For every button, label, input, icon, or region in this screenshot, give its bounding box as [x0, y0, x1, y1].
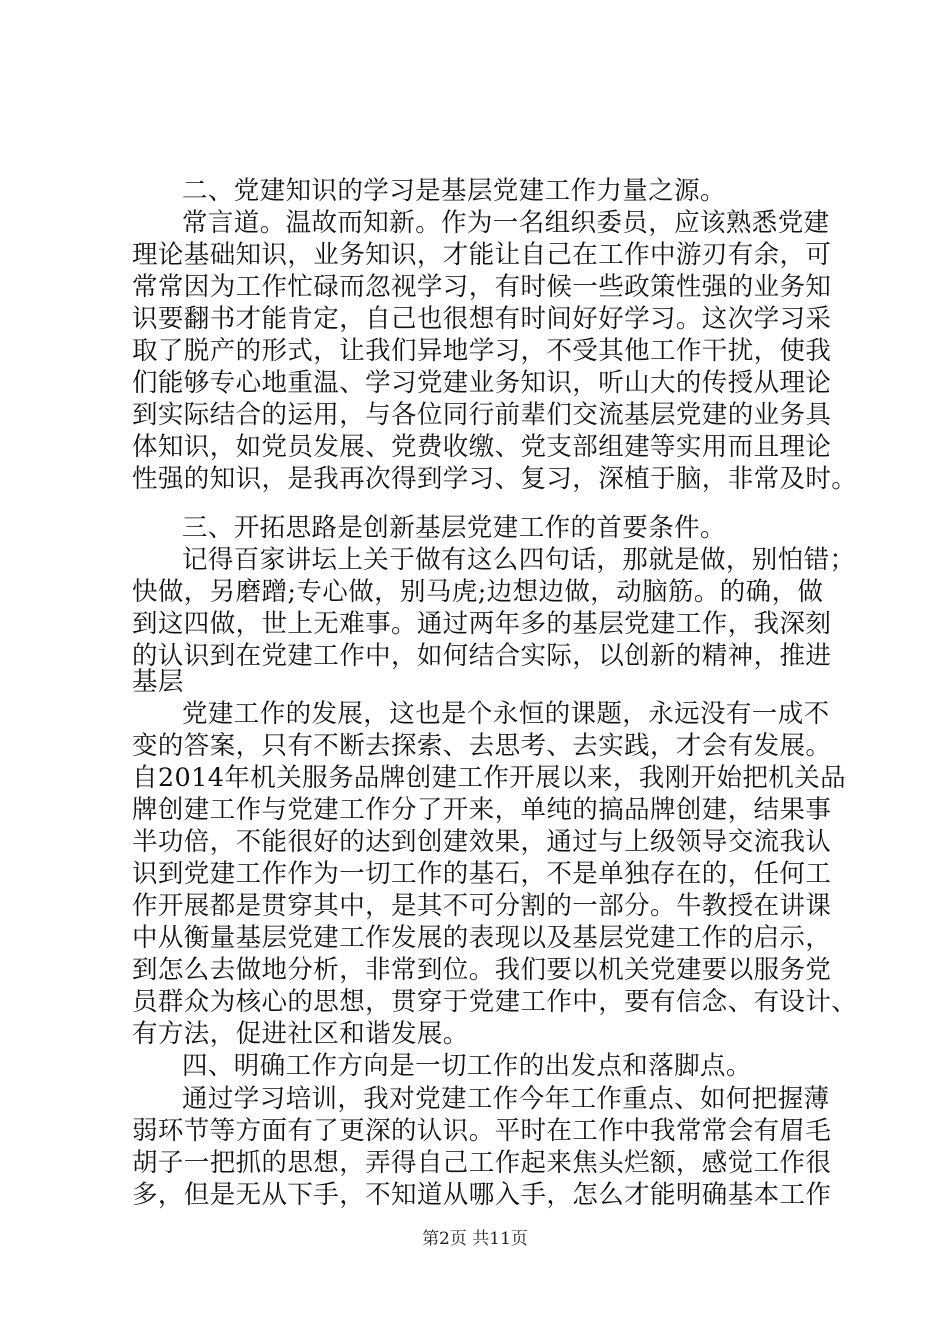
paragraph-line: 到这四做，世上无难事。通过两年多的基层党建工作，我深刻: [132, 609, 832, 639]
section-heading-3: 三、开拓思路是创新基层党建工作的首要条件。: [182, 513, 726, 543]
paragraph-line: 快做，另磨蹭;专心做，别马虎;边想边做，动脑筋。的确，做: [132, 577, 824, 607]
paragraph-line: 通过学习培训，我对党建工作今年工作重点、如何把握薄: [182, 1084, 830, 1114]
paragraph-line: 弱环节等方面有了更深的认识。平时在工作中我常常会有眉毛: [132, 1116, 832, 1146]
paragraph-line: 体知识，如党员发展、党费收缴、党支部组建等实用而且理论: [132, 432, 832, 462]
paragraph-line: 识要翻书才能肯定，自己也很想有时间好好学习。这次学习采: [132, 304, 832, 334]
paragraph-line: 党建工作的发展，这也是个永恒的课题，永远没有一成不: [182, 699, 830, 729]
paragraph-line: 员群众为核心的思想，贯穿于党建工作中，要有信念、有设计、: [132, 987, 858, 1017]
paragraph-line: 到实际结合的运用，与各位同行前辈们交流基层党建的业务具: [132, 400, 832, 430]
paragraph-line: 作开展都是贯穿其中，是其不可分割的一部分。牛教授在讲课: [132, 891, 832, 921]
paragraph-line: 到怎么去做地分析，非常到位。我们要以机关党建要以服务党: [132, 955, 832, 985]
paragraph-line: 识到党建工作作为一切工作的基石，不是单独存在的，任何工: [132, 859, 832, 889]
paragraph-line: 基层: [132, 667, 184, 697]
paragraph-line: 的认识到在党建工作中，如何结合实际，以创新的精神，推进: [132, 641, 832, 671]
paragraph-line: 常言道。温故而知新。作为一名组织委员，应该熟悉党建: [182, 208, 830, 238]
paragraph-line: 胡子一把抓的思想，弄得自己工作起来焦头烂额，感觉工作很: [132, 1148, 832, 1178]
paragraph-line: 半功倍，不能很好的达到创建效果，通过与上级领导交流我认: [132, 827, 832, 857]
paragraph-line: 们能够专心地重温、学习党建业务知识，听山大的传授从理论: [132, 368, 832, 398]
paragraph-line: 有方法，促进社区和谐发展。: [132, 1019, 469, 1049]
paragraph-line: 自2014年机关服务品牌创建工作开展以来，我刚开始把机关品: [132, 763, 846, 793]
paragraph-line: 多，但是无从下手，不知道从哪入手，怎么才能明确基本工作: [132, 1180, 832, 1210]
paragraph-line: 取了脱产的形式，让我们异地学习，不受其他工作干扰，使我: [132, 336, 832, 366]
paragraph-line: 性强的知识，是我再次得到学习、复习，深植于脑，非常及时。: [132, 464, 858, 494]
paragraph-line: 常常因为工作忙碌而忽视学习，有时候一些政策性强的业务知: [132, 272, 832, 302]
paragraph-line: 中从衡量基层党建工作发展的表现以及基层党建工作的启示，: [132, 923, 832, 953]
paragraph-line: 牌创建工作与党建工作分了开来，单纯的搞品牌创建，结果事: [132, 795, 832, 825]
paragraph-line: 理论基础知识，业务知识，才能让自己在工作中游刃有余，可: [132, 240, 832, 270]
page-number-footer: 第2页 共11页: [422, 1229, 528, 1249]
paragraph-line: 记得百家讲坛上关于做有这么四句话，那就是做，别怕错；: [182, 545, 856, 575]
paragraph-line: 变的答案，只有不断去探索、去思考、去实践，才会有发展。: [132, 731, 832, 761]
section-heading-2: 二、党建知识的学习是基层党建工作力量之源。: [182, 176, 726, 206]
section-heading-4: 四、明确工作方向是一切工作的出发点和落脚点。: [182, 1051, 752, 1081]
